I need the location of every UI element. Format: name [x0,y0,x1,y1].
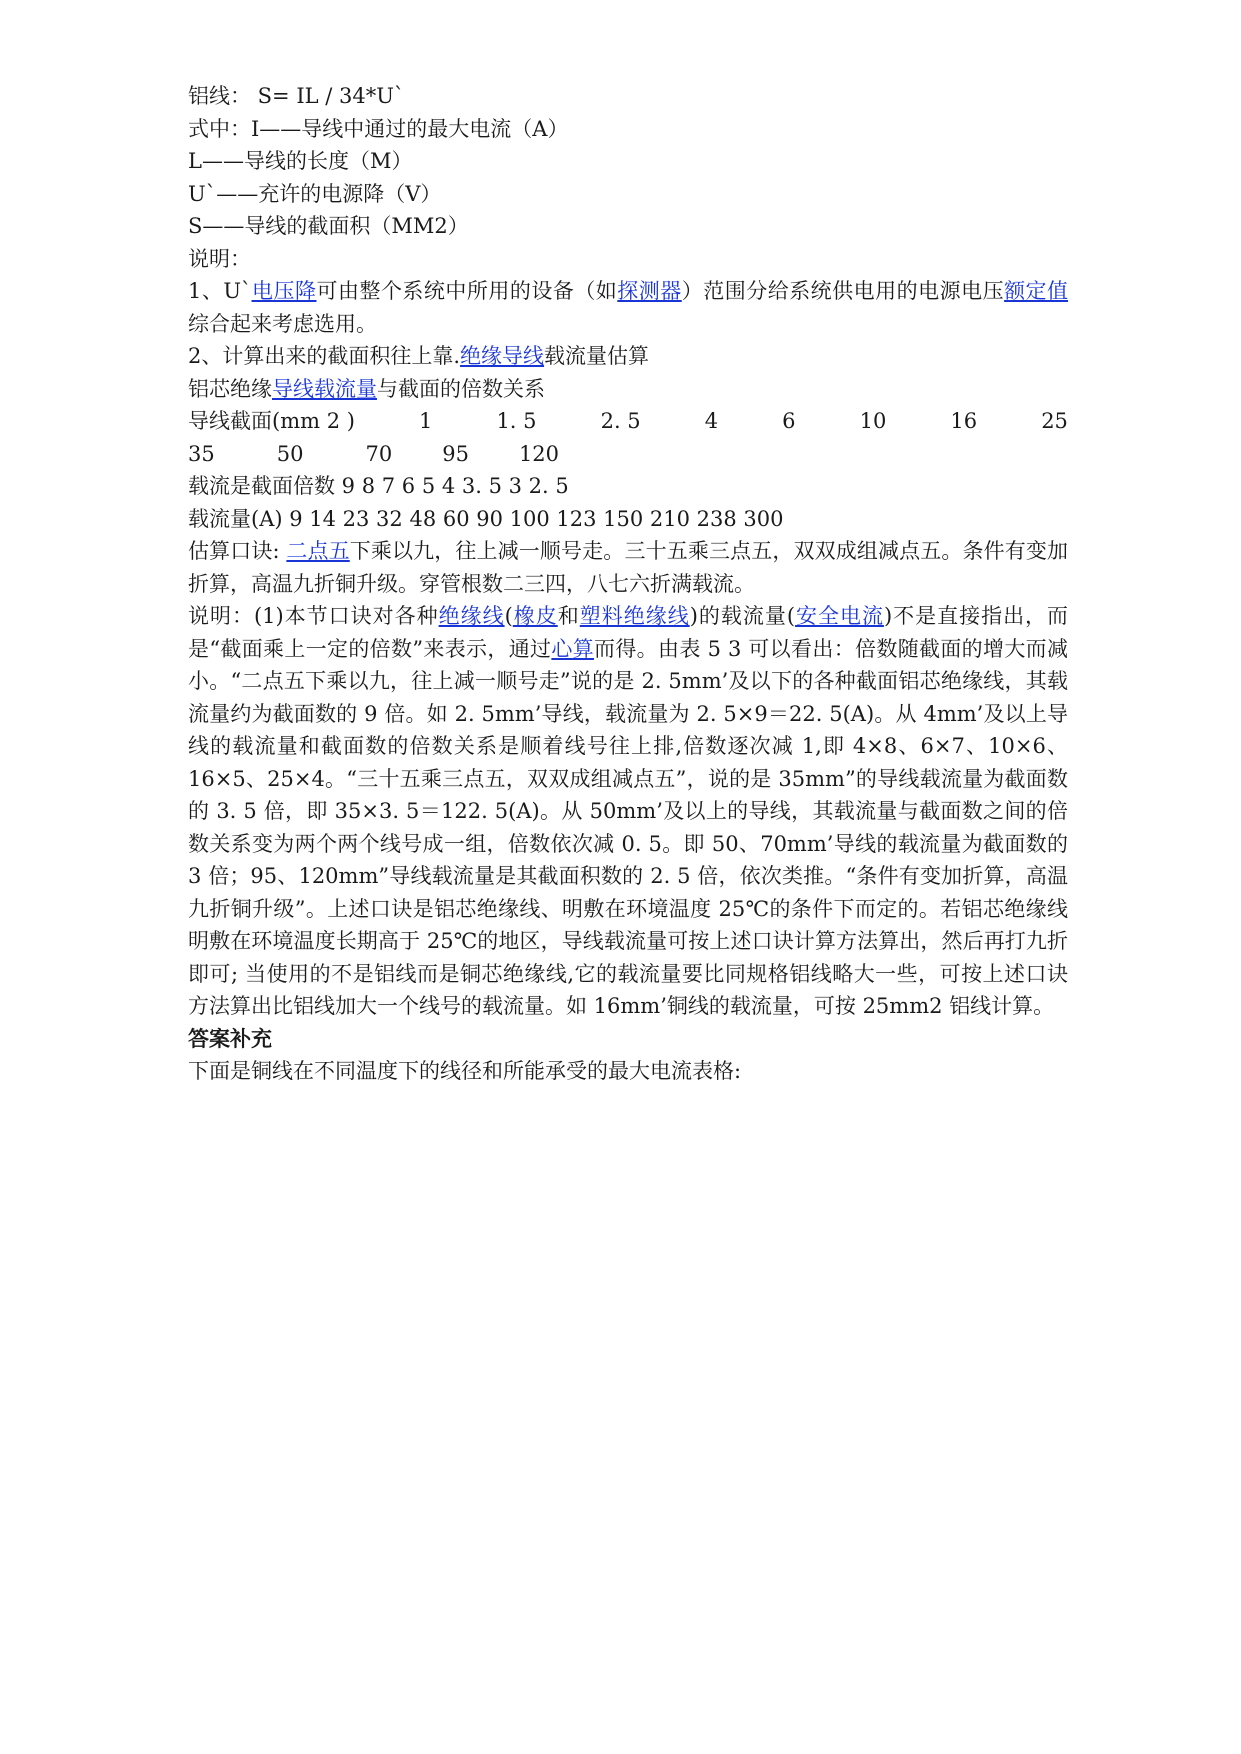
text-span: 与截面的倍数关系 [377,376,545,401]
size-value: 1 [419,409,433,433]
size-value: 1. 5 [496,409,537,433]
size-value: 120 [518,441,560,466]
sizes-label: 导线截面(mm 2 ) [188,409,355,433]
note-paragraph [188,600,1068,1023]
link-two-point-five[interactable]: 二点五 [286,539,350,563]
answer-supplement-heading: 答案补充 [188,1025,272,1051]
size-value: 25 [1041,409,1068,433]
link-insulated-line[interactable]: 绝缘线 [438,604,505,628]
size-value: 35 [188,441,215,466]
multiples-row: 载流是截面倍数 9 8 7 6 5 4 3. 5 3 2. 5 [188,474,569,498]
text-span: )不是直接指出，而是“截面乘上一定的倍数”来表示，通过 [188,604,1069,661]
sizes-row-2 [188,438,1068,471]
explain-item-1 [188,275,1068,340]
size-value: 2. 5 [600,409,641,433]
text-span: 下乘以九，往上减一顺号走。三十五乘三点五，双双成组减点五。条件有变加折算，高温九折铜升级。穿管根数二三四，八七六折满载流。 [188,539,1068,596]
text-span: 可由整个系统中所用的设备（如 [316,279,618,303]
text-span: ( [504,604,513,628]
size-value: 70 [365,441,393,466]
text-span: ）范围分给系统供电用的电源电压 [681,279,1005,303]
link-voltage-drop[interactable]: 电压降 [251,279,317,303]
mnemonic-paragraph [188,535,1068,600]
link-rubber[interactable]: 橡皮 [512,604,558,628]
link-plastic-insulated-wire[interactable]: 塑料绝缘线 [579,604,690,628]
size-value: 4 [704,409,719,433]
formula-where-u: U`——充许的电源降（V） [188,181,442,206]
text-span: 而得。由表 5 3 可以看出：倍数随截面的增大而减小。“二点五下乘以九，往上减一顺号走”说的是 2. 5mm’及以下的各种截面铝芯绝缘线，其载流量约为截面数的 9 倍。如 2. 5mm’导线，载流量为 2. 5×9＝22. 5(A)。从 4mm’及以上导线的载流量和截面数的倍数关系是顺着线号往上排,倍数逐次减 1,即 4×8、6×7、10×6、16×5、25×4。“三十五乘三点五，双双成组减点五”，说的是 35mm”的导线载流量为截面数的 3. 5 倍，即 35×3. 5＝122. 5(A)。从 50mm’及以上的导线，其载流量与截面数之间的倍数关系变为两个两个线号成一组，倍数依次减 0. 5。即 50、70mm’导线的载流量为截面数的 3 倍；95、120mm”导线载流量是其截面积数的 2. 5 倍，依次类推。“条件有变加折算，高温九折铜升级”。上述口诀是铝芯绝缘线、明敷在环境温度 25℃的条件下而定的。若铝芯绝缘线明敷在环境温度长期高于 25℃的地区，导线载流量可按上述口诀计算方法算出，然后再打九折即可; 当使用的不是铝线而是铜芯绝缘线,它的载流量要比同规格铝线略大一些，可按上述口诀方法算出比铝线加大一个线号的载流量。如 16mm’铜线的载流量，可按 25mm2 铝线计算。 [188,636,1068,1018]
formula-aluminum: 铝线： S= IL / 34*U` [188,84,405,108]
text-span: 载流量估算 [544,344,650,368]
size-value: 95 [442,441,469,466]
formula-where-s: S——导线的截面积（MM2） [188,214,469,238]
text-span: )的载流量( [689,604,796,628]
link-mental-calc[interactable]: 心算 [551,636,595,661]
text-span: 2、计算出来的截面积往上靠. [188,344,461,368]
link-rated-value[interactable]: 额定值 [1004,279,1069,303]
explain-title: 说明： [188,246,251,271]
text-span: 综合起来考虑选用。 [188,311,377,336]
relation-heading [188,373,1068,406]
size-value: 50 [276,441,304,466]
document-page [188,80,1068,1088]
sizes-row-1 [188,405,1068,438]
size-value: 16 [950,409,978,433]
formula-where-i: 式中：I——导线中通过的最大电流（A） [188,116,569,141]
link-safe-current[interactable]: 安全电流 [795,604,884,628]
closing-sentence: 下面是铜线在不同温度下的线径和所能承受的最大电流表格: [188,1059,742,1083]
text-span: 铝芯绝缘 [188,376,272,401]
text-span: 1、U` [188,279,252,303]
explain-item-2 [188,340,1068,373]
text-span: 估算口诀: [188,539,287,563]
link-detector[interactable]: 探测器 [617,279,682,303]
text-span: 说明：(1)本节口诀对各种 [188,604,439,628]
link-wire-ampacity[interactable]: 导线载流量 [272,376,377,401]
text-span: 和 [557,604,580,628]
formula-where-l: L——导线的长度（M） [188,149,413,173]
size-value: 10 [859,409,887,433]
link-insulated-wire[interactable]: 绝缘导线 [460,344,545,368]
currents-row: 载流量(A) 9 14 23 32 48 60 90 100 123 150 210 238 300 [188,506,784,531]
size-value: 6 [782,409,796,433]
